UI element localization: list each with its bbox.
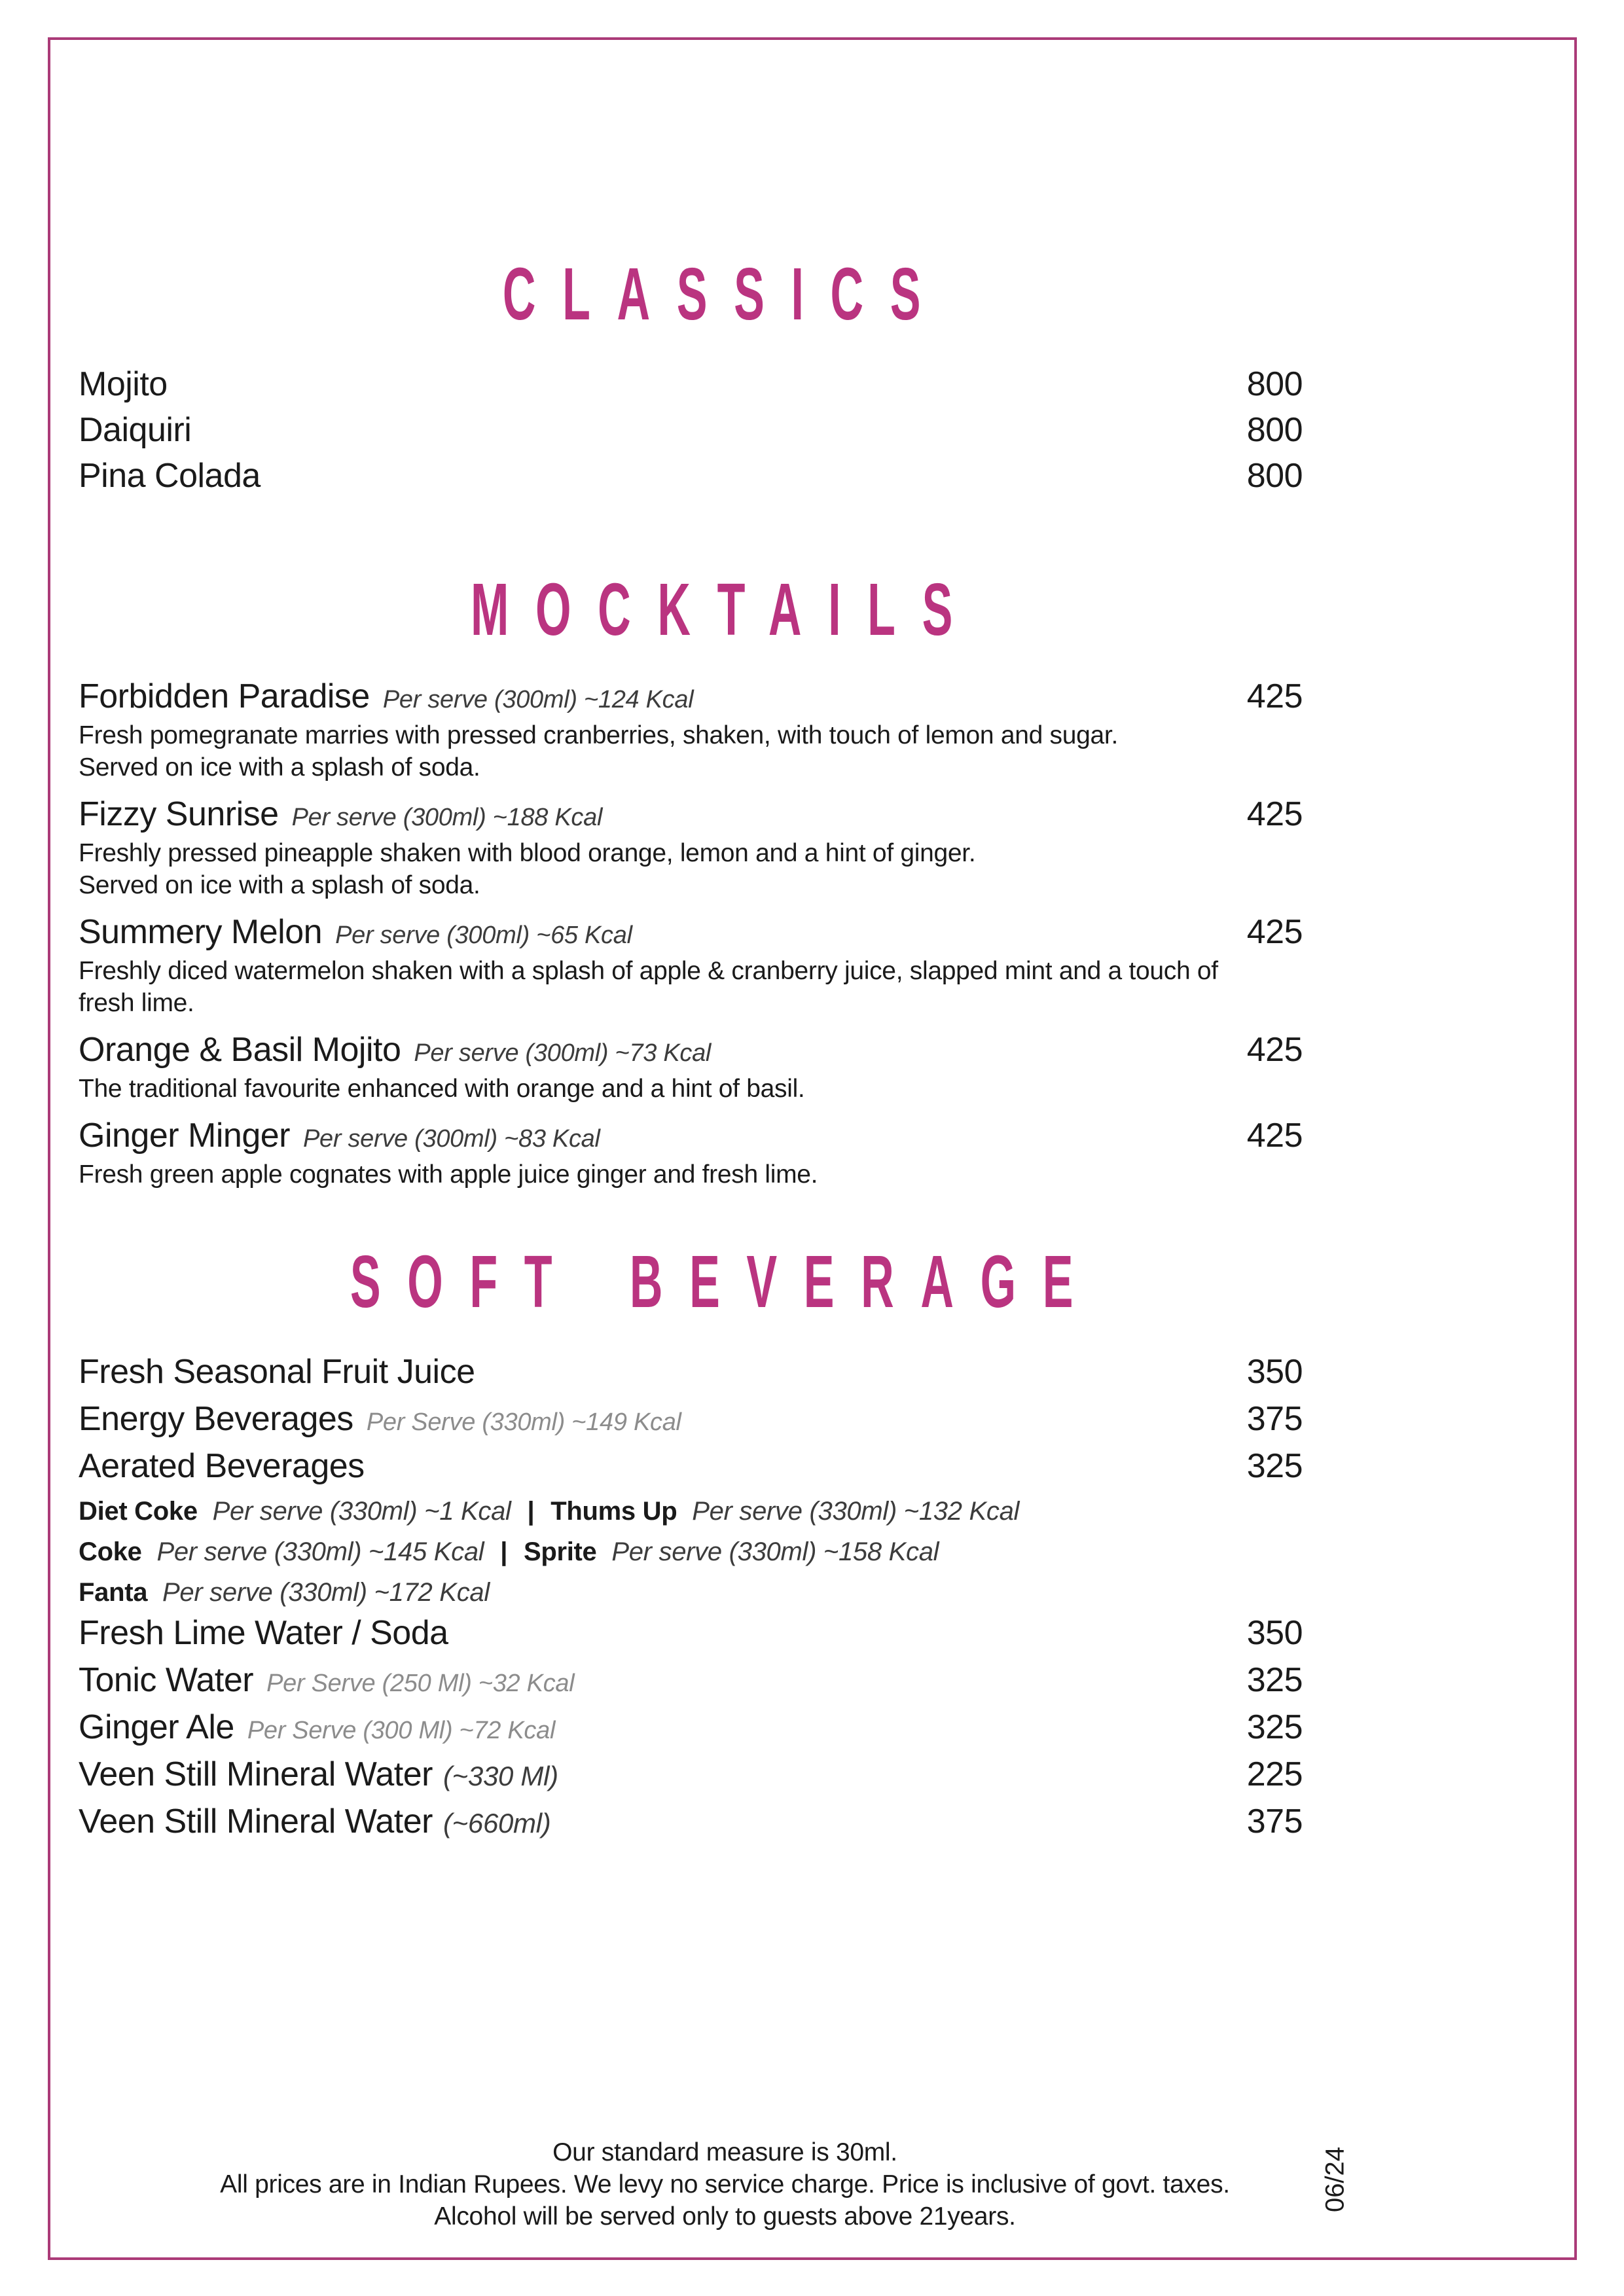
footer-notes bbox=[79, 2136, 1371, 2233]
item-price: 425 bbox=[1246, 677, 1303, 715]
menu-item-row bbox=[79, 1348, 1303, 1395]
menu-item-row bbox=[79, 795, 1303, 833]
item-size-info: (~660ml) bbox=[442, 1808, 551, 1839]
footer-note: All prices are in Indian Rupees. We levy no service charge. Price is inclusive of govt. taxes. bbox=[220, 2170, 1230, 2198]
item-serve-info: Per serve (330ml) ~132 Kcal bbox=[692, 1497, 1020, 1526]
item-name: Sprite bbox=[523, 1537, 597, 1566]
item-name: Fresh Seasonal Fruit Juice bbox=[79, 1353, 475, 1391]
item-serve-info: Per serve (300ml) ~188 Kcal bbox=[291, 804, 603, 831]
item-name: Fresh Lime Water / Soda bbox=[79, 1614, 448, 1652]
aerated-detail-line bbox=[79, 1532, 1303, 1572]
item-description-line: Served on ice with a splash of soda. bbox=[79, 753, 480, 781]
item-price: 425 bbox=[1246, 913, 1303, 951]
item-name: Forbidden Paradise bbox=[79, 677, 370, 715]
section-title-classics: CLASSICS bbox=[502, 253, 948, 335]
item-price: 375 bbox=[1246, 1400, 1303, 1438]
aerated-beverages-details bbox=[79, 1491, 1303, 1613]
menu-item bbox=[79, 1117, 1303, 1191]
item-price: 325 bbox=[1246, 1661, 1303, 1699]
aerated-detail-line bbox=[79, 1491, 1303, 1532]
item-name: Pina Colada bbox=[79, 457, 261, 495]
classics-list bbox=[79, 361, 1303, 499]
soft-beverage-list-bottom bbox=[79, 1609, 1303, 1845]
item-name: Thums Up bbox=[550, 1497, 677, 1526]
item-name: Coke bbox=[79, 1537, 142, 1566]
menu-item-row bbox=[79, 1751, 1303, 1798]
menu-item-row bbox=[79, 1031, 1303, 1069]
menu-item bbox=[79, 795, 1303, 901]
menu-item-row bbox=[79, 677, 1303, 715]
section-title-mocktails: MOCKTAILS bbox=[471, 568, 979, 651]
item-price: 325 bbox=[1246, 1708, 1303, 1746]
footer-note: Alcohol will be served only to guests above 21years. bbox=[434, 2202, 1016, 2231]
aerated-detail-line bbox=[79, 1572, 1303, 1613]
item-price: 375 bbox=[1246, 1803, 1303, 1840]
item-price: 800 bbox=[1246, 365, 1303, 403]
item-serve-info: Per serve (330ml) ~158 Kcal bbox=[611, 1537, 939, 1566]
menu-item bbox=[79, 913, 1303, 1019]
item-serve-info: Per serve (330ml) ~145 Kcal bbox=[156, 1537, 484, 1566]
menu-item-row bbox=[79, 1704, 1303, 1751]
soft-beverage-list-top bbox=[79, 1348, 1303, 1490]
item-serve-info: Per serve (300ml) ~124 Kcal bbox=[382, 686, 694, 713]
item-name: Diet Coke bbox=[79, 1497, 198, 1526]
item-description-line: fresh lime. bbox=[79, 989, 194, 1017]
item-price: 800 bbox=[1246, 411, 1303, 449]
item-serve-info: Per serve (330ml) ~1 Kcal bbox=[212, 1497, 511, 1526]
item-price: 350 bbox=[1246, 1353, 1303, 1391]
item-name: Energy Beverages bbox=[79, 1400, 353, 1438]
mocktails-list bbox=[79, 677, 1303, 1202]
version-stamp: 06/24 bbox=[1320, 2146, 1350, 2213]
item-description-line: The traditional favourite enhanced with orange and a hint of basil. bbox=[79, 1075, 805, 1103]
item-price: 425 bbox=[1246, 1031, 1303, 1069]
section-title-soft-beverage: SOFT BEVERAGE bbox=[350, 1240, 1100, 1323]
menu-item bbox=[79, 1031, 1303, 1105]
item-description-line: Freshly diced watermelon shaken with a splash of apple & cranberry juice, slapped mint and a touch of bbox=[79, 957, 1218, 985]
item-name: Aerated Beverages bbox=[79, 1447, 365, 1485]
menu-item bbox=[79, 677, 1303, 783]
item-description-line: Freshly pressed pineapple shaken with blood orange, lemon and a hint of ginger. bbox=[79, 839, 976, 867]
menu-item-row bbox=[79, 1395, 1303, 1443]
item-description-line: Served on ice with a splash of soda. bbox=[79, 871, 480, 899]
menu-item-row bbox=[79, 913, 1303, 951]
menu-item-row bbox=[79, 407, 1303, 453]
item-serve-info: Per serve (300ml) ~73 Kcal bbox=[414, 1039, 712, 1067]
item-name: Ginger Ale bbox=[79, 1708, 234, 1746]
item-serve-info: Per Serve (300 Ml) ~72 Kcal bbox=[247, 1717, 556, 1744]
separator: | bbox=[527, 1497, 535, 1526]
item-serve-info: Per Serve (250 Ml) ~32 Kcal bbox=[266, 1670, 575, 1697]
item-name: Veen Still Mineral Water bbox=[79, 1803, 433, 1840]
menu-item-row bbox=[79, 1798, 1303, 1845]
item-name: Fizzy Sunrise bbox=[79, 795, 279, 833]
item-name: Tonic Water bbox=[79, 1661, 254, 1699]
footer-note: Our standard measure is 30ml. bbox=[552, 2138, 897, 2166]
item-serve-info: Per serve (300ml) ~65 Kcal bbox=[335, 922, 632, 949]
item-serve-info: Per Serve (330ml) ~149 Kcal bbox=[366, 1408, 681, 1436]
item-name: Orange & Basil Mojito bbox=[79, 1031, 401, 1069]
separator: | bbox=[500, 1537, 508, 1566]
item-size-info: (~330 Ml) bbox=[442, 1761, 558, 1791]
item-description-line: Fresh green apple cognates with apple juice ginger and fresh lime. bbox=[79, 1160, 818, 1189]
menu-item-row bbox=[79, 1443, 1303, 1490]
item-serve-info: Per serve (330ml) ~172 Kcal bbox=[162, 1578, 490, 1607]
item-name: Mojito bbox=[79, 365, 168, 403]
item-name: Ginger Minger bbox=[79, 1117, 290, 1155]
menu-item-row bbox=[79, 1117, 1303, 1155]
item-price: 800 bbox=[1246, 457, 1303, 495]
menu-item-row bbox=[79, 1609, 1303, 1657]
item-name: Fanta bbox=[79, 1578, 148, 1607]
item-name: Summery Melon bbox=[79, 913, 323, 951]
item-name: Veen Still Mineral Water bbox=[79, 1755, 433, 1793]
item-price: 325 bbox=[1246, 1447, 1303, 1485]
item-name: Daiquiri bbox=[79, 411, 192, 449]
item-description-line: Fresh pomegranate marries with pressed cranberries, shaken, with touch of lemon and sugar. bbox=[79, 721, 1118, 749]
menu-item-row bbox=[79, 1657, 1303, 1704]
item-price: 350 bbox=[1246, 1614, 1303, 1652]
menu-item-row bbox=[79, 453, 1303, 499]
item-price: 225 bbox=[1246, 1755, 1303, 1793]
item-price: 425 bbox=[1246, 795, 1303, 833]
item-price: 425 bbox=[1246, 1117, 1303, 1155]
menu-item-row bbox=[79, 361, 1303, 407]
item-serve-info: Per serve (300ml) ~83 Kcal bbox=[302, 1125, 600, 1153]
